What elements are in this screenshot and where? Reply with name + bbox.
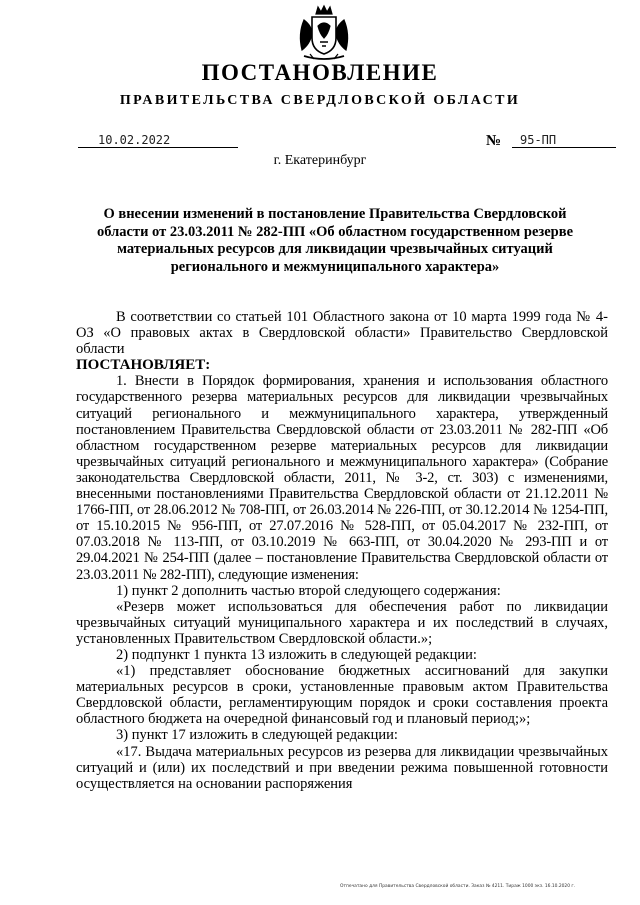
body-paragraph: «17. Выдача материальных ресурсов из резерва для ликвидации чрезвычайных ситуаций и (или) их последствий и при введении режима повышенной готовности осуществляется на основании распоряжения xyxy=(76,743,608,792)
body-paragraph: «Резерв может использоваться для обеспечения работ по ликвидации чрезвычайных ситуаций муниципального характера и их последствий в случаях, установленных Правительством Свердловской области.»; xyxy=(76,598,608,647)
document-subject: О внесении изменений в постановление Правительства Свердловской области от 23.03.2011 № 282-ПП «Об областном государственном резерве материальных ресурсов для ликвидации чрезвычайных ситуаций регионального и межмуниципального характера» xyxy=(96,206,574,275)
document-date: 10.02.2022 xyxy=(78,133,238,148)
body-paragraph: «1) представляет обоснование бюджетных ассигнований для закупки материальных ресурсов в сроки, установленные правовым актом Правительства Свердловской области, регламентирующим порядок и сроки составления проекта областного бюджета на очередной финансовый год и плановый период;»; xyxy=(76,663,608,728)
number-label: № xyxy=(486,133,502,149)
coat-of-arms-icon xyxy=(294,4,354,62)
decree-heading: ПОСТАНОВЛЯЕТ: xyxy=(76,357,211,374)
intro-paragraph: В соответствии со статьей 101 Областного закона от 10 марта 1999 года № 4-ОЗ «О правовых актах в Свердловской области» Правительство Свердловской области xyxy=(76,309,608,358)
issuing-authority: ПРАВИТЕЛЬСТВА СВЕРДЛОВСКОЙ ОБЛАСТИ xyxy=(119,93,521,108)
city-name: г. Екатеринбург xyxy=(273,153,367,168)
document-body xyxy=(76,309,608,792)
body-paragraph: 1) пункт 2 дополнить частью второй следующего содержания: xyxy=(116,582,501,599)
body-paragraph: 1. Внести в Порядок формирования, хранения и использования областного государственного резерва материальных ресурсов для ликвидации чрезвычайных ситуаций регионального и межмуниципального характера, утвержденный постановлением Правительства Свердловской области от 23.03.2011 № 282-ПП «Об областном государственном резерве материальных ресурсов для ликвидации чрезвычайных ситуаций регионального и межмуниципального характера» (Собрание законодательства Свердловской области, 2011, № 3-2, ст. 303) с изменениями, внесенными постановлениями Правительства Свердловской области от 21.12.2011 № 1766-ПП, от 28.06.2012 № 708-ПП, от 26.03.2014 № 226-ПП, от 30.12.2014 № 1254-ПП, от 15.10.2015 № 956-ПП, от 27.07.2016 № 528-ПП, от 05.04.2017 № 232-ПП, от 07.03.2018 № 113-ПП, от 03.10.2019 № 663-ПП, от 30.04.2020 № 293-ПП и от 29.04.2021 № 254-ПП (далее – постановление Правительства Свердловской области от 23.03.2011 № 282-ПП), следующие изменения: xyxy=(76,373,608,583)
body-paragraph: 2) подпункт 1 пункта 13 изложить в следующей редакции: xyxy=(116,646,477,663)
body-paragraph: 3) пункт 17 изложить в следующей редакции: xyxy=(116,727,398,744)
document-number: 95-ПП xyxy=(512,133,616,148)
document-title: ПОСТАНОВЛЕНИЕ xyxy=(201,60,439,85)
print-footer: Отпечатано для Правительства Свердловской области. Заказ № 4211. Тираж 1000 экз. 16.10.2020 г. xyxy=(340,884,576,889)
